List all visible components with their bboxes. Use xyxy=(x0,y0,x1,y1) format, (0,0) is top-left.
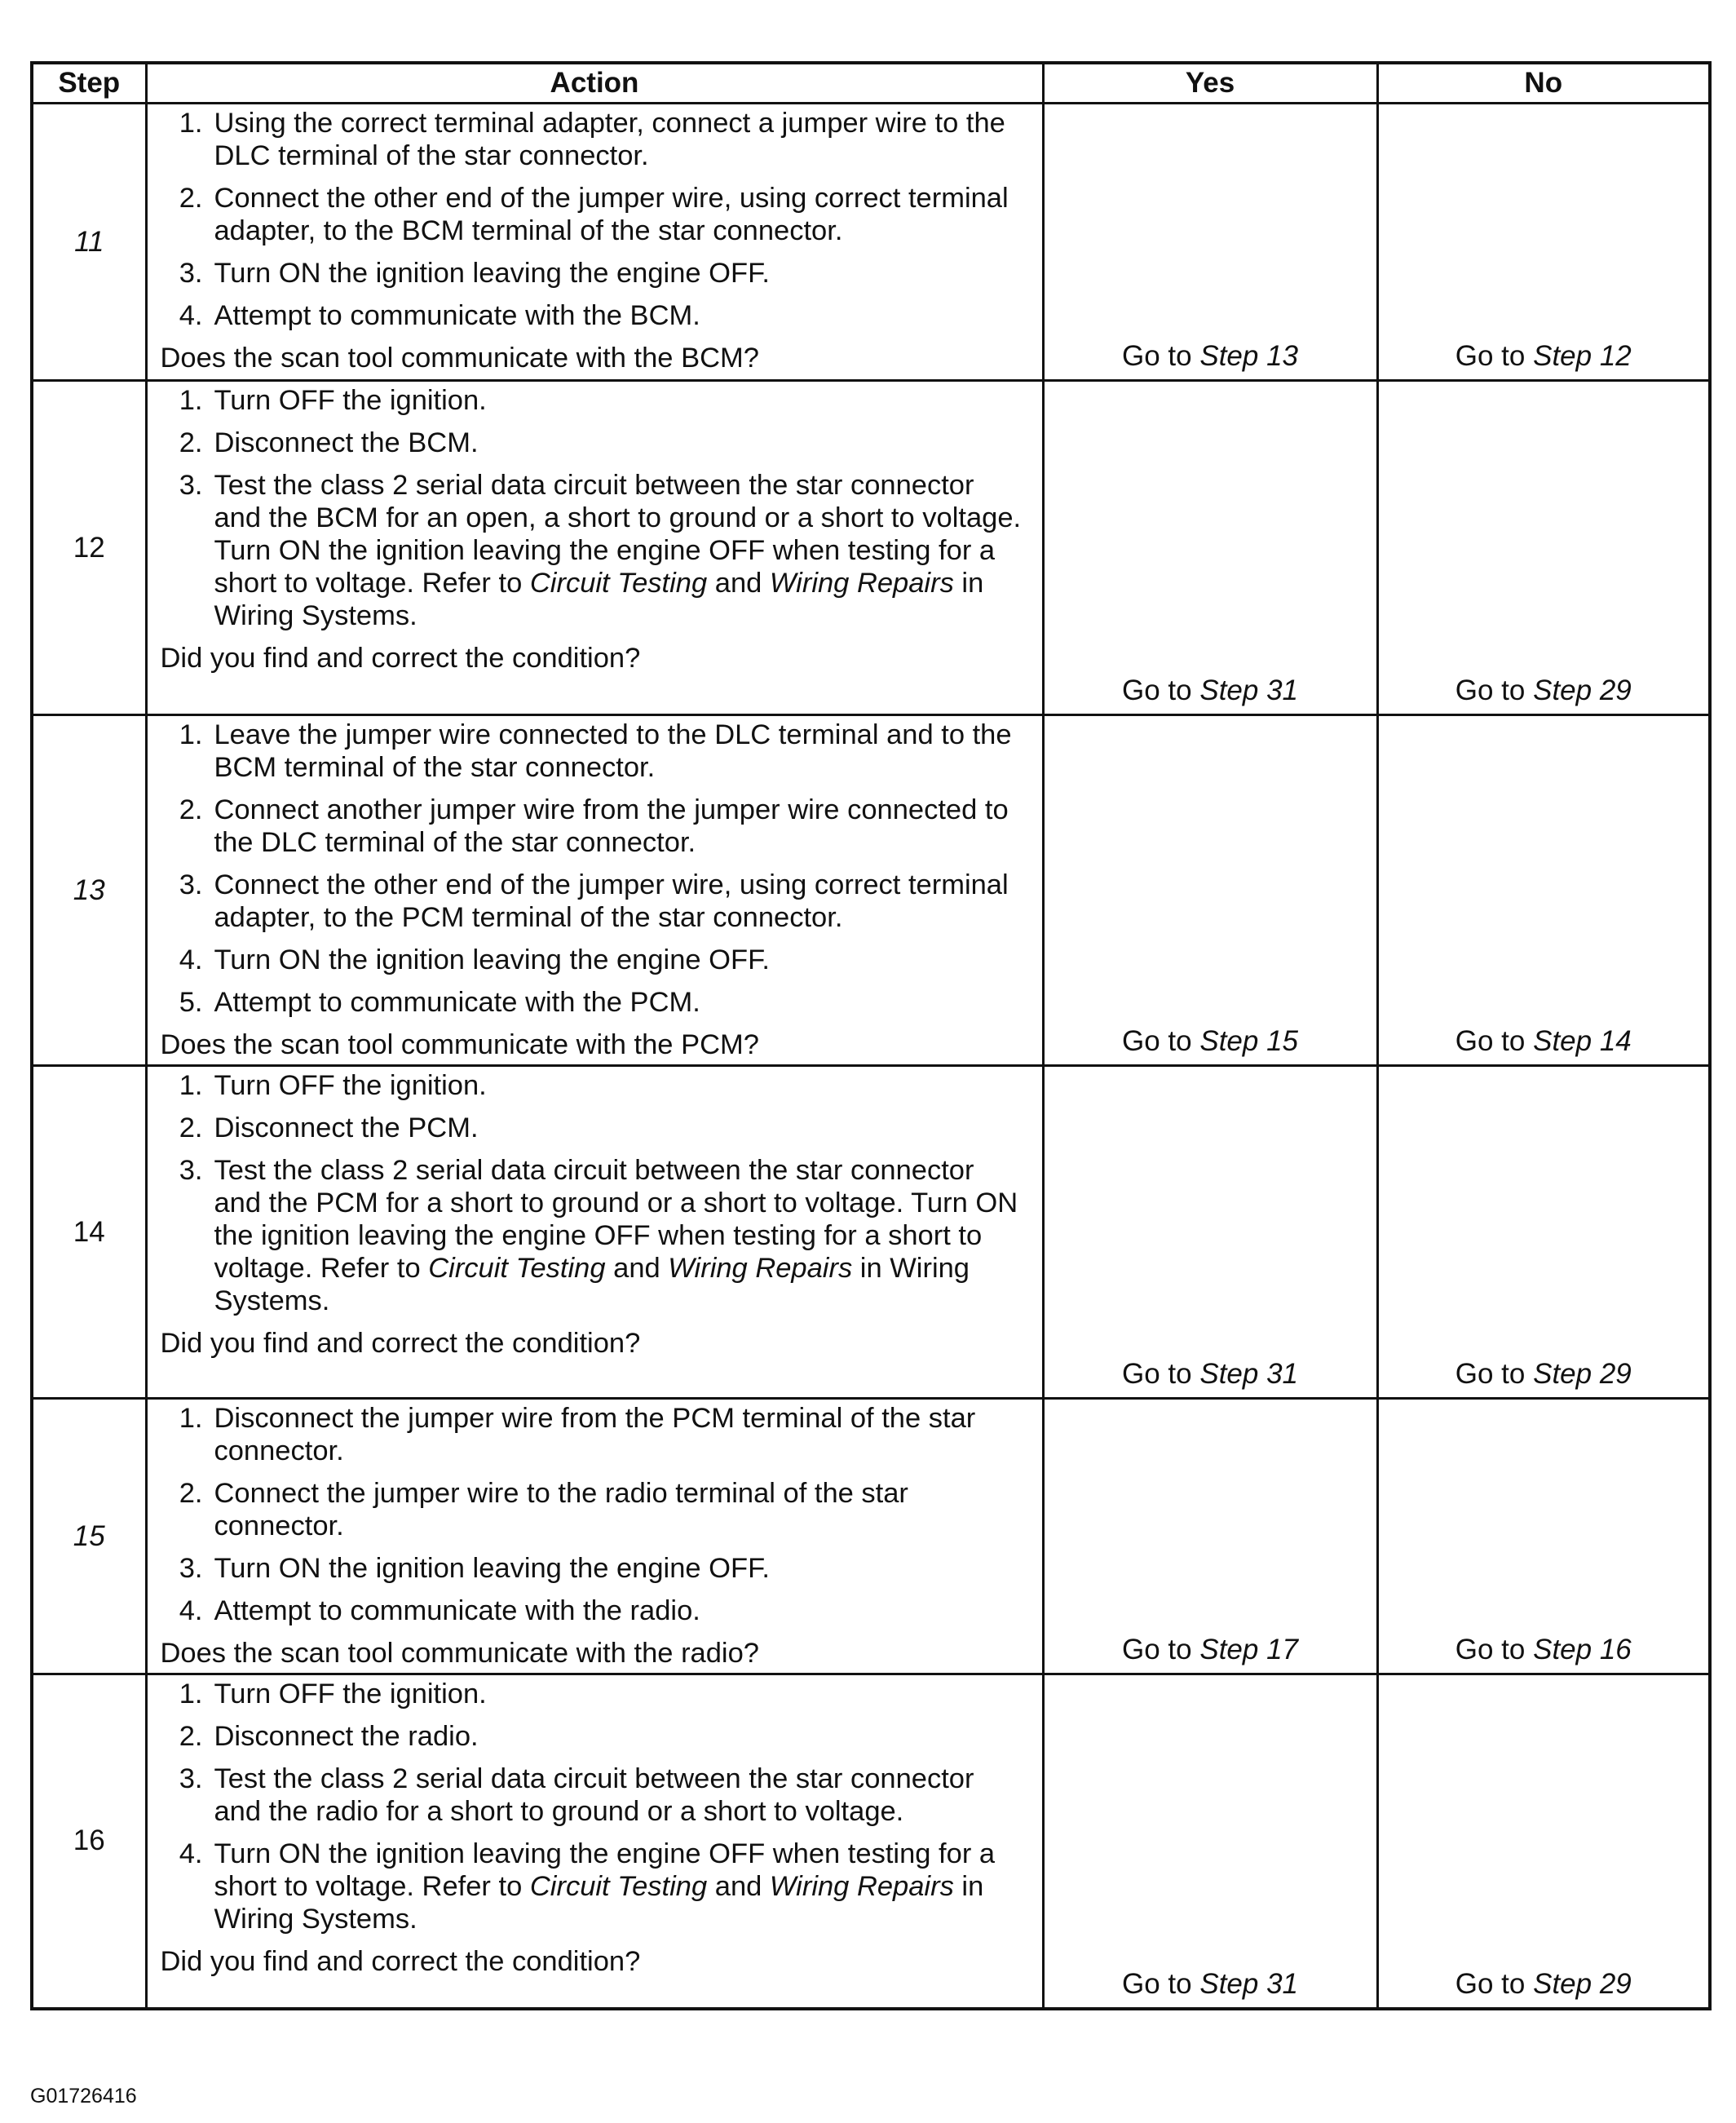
action-item-number: 2. xyxy=(179,183,203,214)
action-question: Did you find and correct the condition? xyxy=(160,1946,641,1977)
step-number: 14 xyxy=(32,1066,146,1399)
action-item xyxy=(161,869,1027,934)
action-item-text: Turn OFF the ignition. xyxy=(214,1070,487,1101)
table-header-row xyxy=(32,63,1710,104)
action-item-text: Disconnect the radio. xyxy=(214,1721,479,1752)
italic-term: Circuit Testing xyxy=(529,1871,708,1902)
action-item xyxy=(161,794,1027,859)
yes-goto-step-link[interactable]: Step 17 xyxy=(1199,1634,1298,1665)
action-question: Did you find and correct the condition? xyxy=(160,1328,641,1359)
yes-cell xyxy=(1043,104,1377,381)
step-column-header: Step xyxy=(32,63,146,104)
action-cell xyxy=(146,1066,1043,1399)
step-number: 13 xyxy=(32,715,146,1066)
action-list xyxy=(161,107,1027,332)
yes-goto-step-link[interactable]: Step 31 xyxy=(1199,1358,1298,1390)
action-cell xyxy=(146,715,1043,1066)
no-goto-step-link[interactable]: Step 29 xyxy=(1533,1967,1632,2000)
table-row xyxy=(32,1066,1710,1399)
no-goto-prefix: Go to xyxy=(1455,1358,1526,1390)
action-item-number: 2. xyxy=(179,794,203,825)
action-item-text: Using the correct terminal adapter, connect a jumper wire to the DLC terminal of the star connector. xyxy=(214,108,1005,171)
no-goto-prefix: Go to xyxy=(1455,674,1526,706)
yes-goto-prefix: Go to xyxy=(1122,674,1192,706)
no-cell xyxy=(1377,1399,1710,1674)
action-item xyxy=(161,299,1027,332)
step-number: 16 xyxy=(32,1674,146,2009)
yes-cell xyxy=(1043,1066,1377,1399)
action-item xyxy=(161,384,1027,417)
action-item-text: Connect the other end of the jumper wire, using correct terminal adapter, to the PCM terminal of the star connector. xyxy=(214,869,1009,933)
no-goto-prefix: Go to xyxy=(1455,1025,1526,1057)
action-item-text: Connect the jumper wire to the radio terminal of the star connector. xyxy=(214,1478,908,1541)
diagnostic-table xyxy=(30,61,1712,2010)
action-item xyxy=(161,1594,1027,1627)
action-item-text: Turn ON the ignition leaving the engine OFF. xyxy=(214,944,770,975)
yes-goto-step-link[interactable]: Step 31 xyxy=(1199,674,1298,706)
no-cell xyxy=(1377,715,1710,1066)
action-item-number: 3. xyxy=(179,470,203,501)
action-item-text: Disconnect the jumper wire from the PCM terminal of the star connector. xyxy=(214,1403,976,1466)
step-number: 15 xyxy=(32,1399,146,1674)
yes-goto-step-link[interactable]: Step 15 xyxy=(1199,1025,1298,1057)
figure-code: G01726416 xyxy=(30,2085,137,2108)
action-item-text: Leave the jumper wire connected to the DLC terminal and to the BCM terminal of the star connector. xyxy=(214,719,1012,783)
action-item-text: Turn ON the ignition leaving the engine OFF. xyxy=(214,258,770,289)
table-row xyxy=(32,1674,1710,2009)
action-item xyxy=(161,1552,1027,1585)
no-column-header: No xyxy=(1377,63,1710,104)
action-question: Did you find and correct the condition? xyxy=(160,643,641,674)
yes-goto-prefix: Go to xyxy=(1122,1025,1192,1057)
action-item-number: 1. xyxy=(179,108,203,139)
step-number: 12 xyxy=(32,381,146,715)
action-item-text: Turn OFF the ignition. xyxy=(214,1678,487,1709)
action-item xyxy=(161,427,1027,459)
action-item-number: 2. xyxy=(179,1112,203,1143)
action-cell xyxy=(146,1674,1043,2009)
action-item-number: 2. xyxy=(179,1721,203,1752)
action-item-text: Test the class 2 serial data circuit between the star connector and the PCM for a short to ground or a short to voltage. Turn ON the ignition leaving the engine OFF when testing for a short to voltage. Refer to Circuit Testing and Wiring Repairs in Wiring Systems. xyxy=(214,1155,1018,1316)
action-item-number: 4. xyxy=(179,300,203,331)
action-item xyxy=(161,107,1027,172)
action-cell xyxy=(146,381,1043,715)
action-item-number: 4. xyxy=(179,1595,203,1626)
yes-cell xyxy=(1043,1399,1377,1674)
yes-cell xyxy=(1043,381,1377,715)
action-item-number: 1. xyxy=(179,1070,203,1101)
no-cell xyxy=(1377,381,1710,715)
action-item-number: 3. xyxy=(179,258,203,289)
yes-goto-prefix: Go to xyxy=(1122,340,1192,372)
action-cell xyxy=(146,1399,1043,1674)
action-item xyxy=(161,719,1027,784)
action-item xyxy=(161,257,1027,290)
no-goto-step-link[interactable]: Step 29 xyxy=(1533,674,1632,706)
action-item-number: 4. xyxy=(179,1838,203,1869)
yes-column-header: Yes xyxy=(1043,63,1377,104)
yes-goto-prefix: Go to xyxy=(1122,1967,1192,2000)
italic-term: Wiring Repairs xyxy=(769,568,954,599)
italic-term: Wiring Repairs xyxy=(769,1871,954,1902)
table-row xyxy=(32,381,1710,715)
action-question: Does the scan tool communicate with the radio? xyxy=(160,1638,759,1669)
action-item-text: Test the class 2 serial data circuit between the star connector and the BCM for an open, a short to ground or a short to voltage. Turn ON the ignition leaving the engine OFF when testing for a short to voltage. Refer to Circuit Testing and Wiring Repairs in Wiring Systems. xyxy=(214,470,1022,631)
action-item-text: Turn ON the ignition leaving the engine OFF. xyxy=(214,1553,770,1584)
action-list xyxy=(161,1402,1027,1627)
action-item xyxy=(161,1112,1027,1144)
action-question: Does the scan tool communicate with the BCM? xyxy=(160,343,759,374)
no-cell xyxy=(1377,1066,1710,1399)
action-item-text: Connect another jumper wire from the jumper wire connected to the DLC terminal of the star connector. xyxy=(214,794,1009,858)
action-item xyxy=(161,1763,1027,1828)
action-item-number: 3. xyxy=(179,1155,203,1186)
no-goto-step-link[interactable]: Step 29 xyxy=(1533,1358,1632,1390)
action-list xyxy=(161,1678,1027,1935)
action-item xyxy=(161,469,1027,632)
italic-term: Circuit Testing xyxy=(529,568,708,599)
action-list xyxy=(161,1069,1027,1317)
action-item-number: 1. xyxy=(179,385,203,416)
table-row xyxy=(32,1399,1710,1674)
action-cell xyxy=(146,104,1043,381)
action-item-number: 4. xyxy=(179,944,203,975)
yes-goto-step-link[interactable]: Step 31 xyxy=(1199,1967,1298,2000)
yes-cell xyxy=(1043,715,1377,1066)
action-item-number: 1. xyxy=(179,1403,203,1434)
yes-goto-prefix: Go to xyxy=(1122,1634,1192,1665)
action-column-header: Action xyxy=(146,63,1043,104)
action-item-number: 5. xyxy=(179,987,203,1018)
action-item xyxy=(161,1838,1027,1935)
action-item-text: Attempt to communicate with the BCM. xyxy=(214,300,700,331)
action-item-text: Connect the other end of the jumper wire, using correct terminal adapter, to the BCM terminal of the star connector. xyxy=(214,183,1009,246)
step-number: 11 xyxy=(32,104,146,381)
no-goto-prefix: Go to xyxy=(1455,1967,1526,2000)
action-item xyxy=(161,1069,1027,1102)
action-item-text: Disconnect the PCM. xyxy=(214,1112,479,1143)
action-item xyxy=(161,182,1027,247)
action-item-text: Turn OFF the ignition. xyxy=(214,385,487,416)
action-item-number: 3. xyxy=(179,1553,203,1584)
action-item-number: 3. xyxy=(179,869,203,900)
no-goto-prefix: Go to xyxy=(1455,1634,1526,1665)
action-item-number: 2. xyxy=(179,427,203,458)
action-item-number: 1. xyxy=(179,719,203,750)
action-question: Does the scan tool communicate with the PCM? xyxy=(160,1029,759,1060)
action-item-text: Test the class 2 serial data circuit between the star connector and the radio for a short to ground or a short to voltage. xyxy=(214,1763,974,1827)
action-item-text: Disconnect the BCM. xyxy=(214,427,479,458)
action-item-text: Attempt to communicate with the PCM. xyxy=(214,987,700,1018)
italic-term: Circuit Testing xyxy=(428,1253,606,1284)
action-item xyxy=(161,944,1027,976)
table-row xyxy=(32,104,1710,381)
action-item-text: Turn ON the ignition leaving the engine OFF when testing for a short to voltage. Refer to Circuit Testing and Wiring Repairs in Wiring Systems. xyxy=(214,1838,996,1935)
no-cell xyxy=(1377,1674,1710,2009)
action-item-number: 3. xyxy=(179,1763,203,1794)
no-goto-step-link[interactable]: Step 16 xyxy=(1533,1634,1632,1665)
action-item xyxy=(161,1720,1027,1753)
no-goto-step-link[interactable]: Step 12 xyxy=(1533,340,1632,372)
yes-goto-step-link[interactable]: Step 13 xyxy=(1199,340,1298,372)
table-body xyxy=(32,104,1710,2009)
action-item xyxy=(161,1402,1027,1467)
action-list xyxy=(161,719,1027,1019)
action-item-number: 2. xyxy=(179,1478,203,1509)
action-item-number: 1. xyxy=(179,1678,203,1709)
no-goto-step-link[interactable]: Step 14 xyxy=(1533,1025,1632,1057)
action-item xyxy=(161,1678,1027,1710)
table-row xyxy=(32,715,1710,1066)
no-cell xyxy=(1377,104,1710,381)
action-item xyxy=(161,986,1027,1019)
action-item xyxy=(161,1154,1027,1317)
action-list xyxy=(161,384,1027,632)
yes-cell xyxy=(1043,1674,1377,2009)
yes-goto-prefix: Go to xyxy=(1122,1358,1192,1390)
action-item-text: Attempt to communicate with the radio. xyxy=(214,1595,700,1626)
no-goto-prefix: Go to xyxy=(1455,340,1526,372)
italic-term: Wiring Repairs xyxy=(668,1253,853,1284)
action-item xyxy=(161,1477,1027,1542)
